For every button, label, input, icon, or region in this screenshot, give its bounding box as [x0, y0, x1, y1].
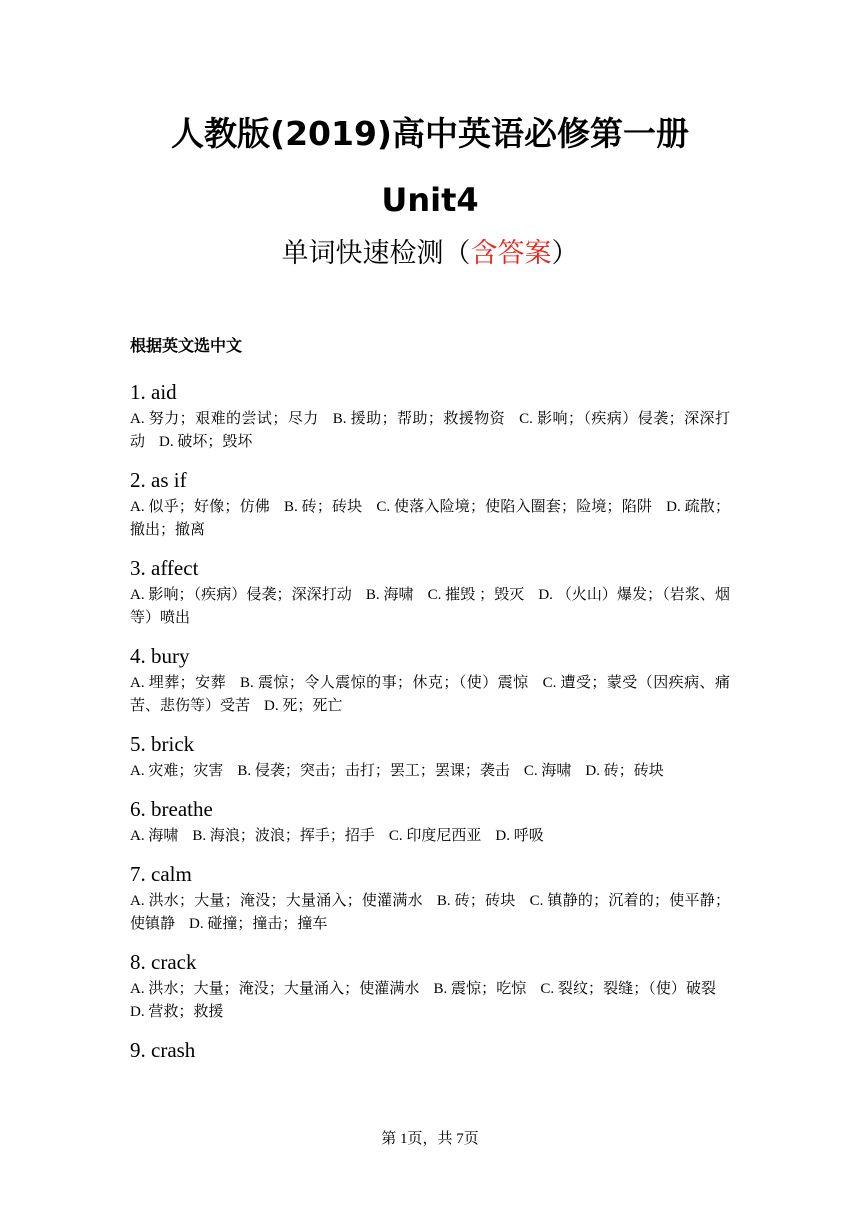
- option-b: B. 砖；砖块: [283, 499, 363, 515]
- option-a: A. 洪水；大量；淹没；大量涌入；使灌满水: [130, 893, 423, 909]
- option-d: D. 砖；砖块: [585, 763, 664, 779]
- subtitle-answer-note: 含答案: [470, 238, 552, 269]
- question-item: [130, 794, 730, 848]
- option-d: D. 死；死亡: [264, 698, 343, 714]
- question-options: [130, 978, 730, 1024]
- question-options: [130, 408, 730, 454]
- option-a: A. 努力；艰难的尝试；尽力: [130, 411, 319, 427]
- option-c: C. 摧毁 ；毁灭: [427, 587, 525, 603]
- question-item: [130, 377, 730, 454]
- question-word: 6. breathe: [130, 797, 213, 821]
- option-b: B. 海浪；波浪；挥手；招手: [192, 828, 375, 844]
- question-word: 9. crash: [130, 1038, 196, 1062]
- option-b: B. 侵袭；突击；击打；罢工；罢课；袭击: [237, 763, 510, 779]
- question-word: 8. crack: [130, 950, 197, 974]
- question-item: [130, 729, 730, 783]
- question-word: 2. as if: [130, 468, 187, 492]
- option-c: C. 海啸: [523, 763, 572, 779]
- question-item: [130, 465, 730, 542]
- subtitle-prefix: 单词快速检测（: [281, 238, 471, 269]
- question-options: [130, 496, 730, 542]
- option-c: C. 影响；（疾病）侵袭；深深打动: [130, 411, 730, 450]
- section-heading: 根据英文选中文: [130, 336, 243, 355]
- option-d: D. 碰撞；撞击；撞车: [189, 916, 328, 932]
- question-options: [130, 760, 730, 783]
- option-a: A. 洪水；大量；淹没；大量涌入；使灌满水: [130, 981, 420, 997]
- question-item: [130, 859, 730, 936]
- question-word: 7. calm: [130, 862, 192, 886]
- option-d: D. （火山）爆发；（岩浆、烟等）喷出: [130, 587, 730, 626]
- question-word: 5. brick: [130, 732, 195, 756]
- option-c: C. 裂纹；裂缝；（使）破裂: [540, 981, 716, 997]
- document-title: 人教版(2019)高中英语必修第一册: [170, 114, 689, 153]
- document-subtitle: [0, 234, 860, 274]
- option-d: D. 疏散；撤出；撤离: [130, 499, 730, 538]
- question-options: [130, 890, 730, 936]
- question-options: [130, 825, 730, 848]
- option-c: C. 印度尼西亚: [388, 828, 482, 844]
- option-d: D. 呼吸: [495, 828, 544, 844]
- question-word: 1. aid: [130, 380, 177, 404]
- option-d: D. 破坏；毁坏: [159, 434, 253, 450]
- option-b: B. 震惊；令人震惊的事；休克；（使）震惊: [240, 675, 529, 691]
- question-word: 3. affect: [130, 556, 199, 580]
- question-item: [130, 553, 730, 630]
- option-a: A. 埋葬；安葬: [130, 675, 227, 691]
- option-a: A. 灾难；灾害: [130, 763, 224, 779]
- question-options: [130, 584, 730, 630]
- page-number-footer: 第 1页，共 7页: [381, 1131, 479, 1147]
- option-d: D. 营救；救援: [130, 1004, 224, 1020]
- option-a: A. 影响；（疾病）侵袭；深深打动: [130, 587, 352, 603]
- question-options: [130, 672, 730, 718]
- question-list: [130, 377, 730, 1077]
- question-item: [130, 947, 730, 1024]
- option-c: C. 使落入险境；使陷入圈套；险境；陷阱: [376, 499, 653, 515]
- option-a: A. 似乎；好像；仿佛: [130, 499, 270, 515]
- question-word: 4. bury: [130, 644, 190, 668]
- question-item: [130, 1035, 730, 1066]
- option-c: C. 遭受；蒙受（因疾病、痛苦、悲伤等）受苦: [130, 675, 730, 714]
- unit-title: Unit4: [381, 181, 479, 219]
- question-item: [130, 641, 730, 718]
- option-a: A. 海啸: [130, 828, 179, 844]
- option-c: C. 镇静的；沉着的；使平静；使镇静: [130, 893, 730, 932]
- option-b: B. 援助；帮助；救援物资: [332, 411, 506, 427]
- option-b: B. 砖；砖块: [436, 893, 516, 909]
- option-b: B. 震惊；吃惊: [433, 981, 527, 997]
- option-b: B. 海啸: [365, 587, 414, 603]
- subtitle-suffix: ）: [551, 238, 579, 269]
